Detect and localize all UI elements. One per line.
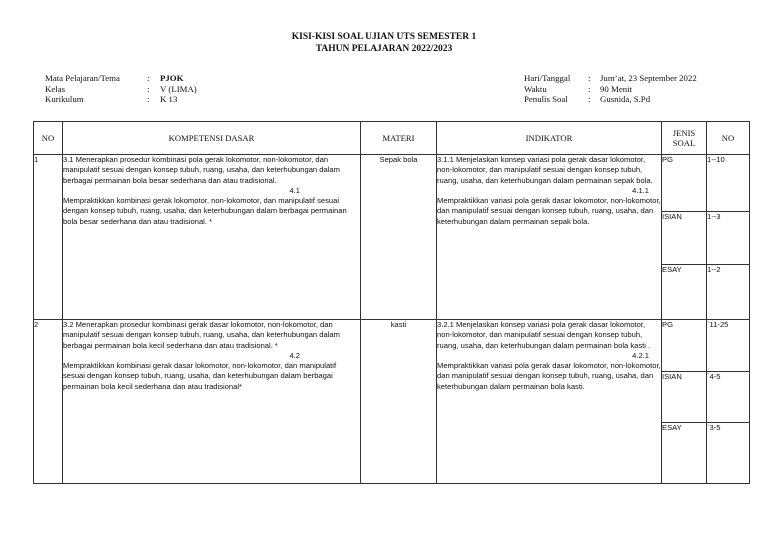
kd-4-text: Mempraktikkan kombinasi gerak lokomotor, non-lokomotor, dan manipulatif sesuai dengan konsep tubuh, ruang, usaha, dan keterhubungan dalam berbagai permainan bola besar sederhana dan atau tradisional. * [63, 196, 347, 226]
meta-left [45, 73, 197, 105]
header-indikator: INDIKATOR [437, 122, 662, 155]
kd-3-text: 3.2 Menerapkan prosedur kombinasi gerak dasar lokomotor, non-lokomotor, dan manipulatif sesuai dengan konsep tubuh, ruang, usaha, dan keterhubungan dalam berbagai permainan bola kecil sederhana dan atau tradisional. * [63, 320, 340, 350]
jenis-soal-cell: PG [662, 155, 707, 212]
meta-key: Hari/Tanggal [524, 73, 571, 83]
kd-3-text: 3.1 Menerapkan prosedur kombinasi pola gerak lokomotor, non-lokomotor, dan manipulatif sesuai dengan konsep tubuh, ruang, usaha, dan keterhubungan dalam berbagai permainan bola besar sederhana dan atau tradisional. [63, 155, 340, 185]
ind-4-number: 4.2.1 [632, 350, 649, 360]
kisi-kisi-table [33, 121, 750, 484]
meta-row-date [524, 73, 697, 84]
materi-cell: kasti [361, 320, 437, 484]
row-number: 2 [34, 320, 63, 484]
table-row [34, 155, 750, 212]
jenis-soal-cell: ESAY [662, 423, 707, 484]
meta-row-subject [45, 73, 197, 84]
meta-sep: : [147, 83, 150, 94]
meta-sep: : [588, 73, 591, 83]
no-soal-cell: 1--2 [707, 265, 750, 320]
meta-sep: : [588, 94, 591, 104]
header-jenis-soal [662, 122, 707, 155]
meta-row-class [45, 84, 197, 95]
header-kompetensi-dasar: KOMPETENSI DASAR [63, 122, 361, 155]
meta-sep: : [147, 73, 150, 83]
jenis-soal-cell: ISIAN [662, 212, 707, 265]
no-soal-cell: `4-5 [707, 372, 750, 423]
meta-row-author [524, 94, 697, 105]
meta-sep: : [147, 94, 150, 104]
materi-cell: Sepak bola [361, 155, 437, 320]
meta-row-curriculum [45, 94, 197, 105]
meta-key: Mata Pelajaran/Tema [45, 73, 120, 83]
kd-4-text: Mempraktikkan kombinasi gerak dasar lokomotor, non-lokomotor, dan manipulatif sesuai dengan konsep tubuh, ruang, usaha, dan keterhubungan dalam berbagai permainan bola kecil sederhana dan atau tradisional* [63, 361, 337, 391]
jenis-soal-cell: ESAY [662, 265, 707, 320]
table-row [34, 320, 750, 372]
kompetensi-dasar-cell [63, 320, 361, 484]
table-header-row [34, 122, 750, 155]
ind-4-text: Mempraktikkan variasi pola gerak dasar lokomotor, non-lokomotor, dan manipulatif sesuai dengan konsep tubuh, ruang, usaha, dan keterhubungan dalam permainan bola kasti. [437, 361, 661, 391]
meta-row-time [524, 84, 697, 95]
meta-right [524, 73, 697, 105]
meta-key: Penulis Soal [524, 94, 568, 104]
meta-value: PJOK [160, 73, 184, 83]
kd-4-number: 4.2 [289, 350, 300, 360]
meta-key: Waktu [524, 83, 547, 94]
document-title: KISI-KISI SOAL UJIAN UTS SEMESTER 1 [291, 32, 477, 42]
meta-key: Kurikulum [45, 94, 84, 104]
meta-value: K 13 [160, 94, 178, 104]
header-jenis-line1: JENIS [672, 128, 696, 138]
header-materi: MATERI [361, 122, 437, 155]
meta-value: V (LIMA) [160, 83, 197, 94]
ind-4-number: 4.1.1 [632, 185, 649, 195]
no-soal-cell: `3-5 [707, 423, 750, 484]
meta-value: Jum’at, 23 September 2022 [600, 73, 697, 83]
header-jenis-line2: SOAL [672, 138, 696, 148]
meta-value: 90 Menit [600, 83, 633, 94]
jenis-soal-cell: ISIAN [662, 372, 707, 423]
meta-sep: : [588, 83, 591, 94]
ind-4-text: Mempraktikkan variasi pola gerak dasar lokomotor, non-lokomotor, dan manipulatif sesuai dengan konsep tubuh, ruang, usaha, dan keterhubungan dalam permainan sepak bola. [437, 196, 661, 226]
header-no: NO [34, 122, 63, 155]
meta-key: Kelas [45, 83, 66, 94]
jenis-soal-cell: PG [662, 320, 707, 372]
no-soal-cell: 1--10 [707, 155, 750, 212]
indikator-cell [437, 320, 662, 484]
header-no-soal: NO [707, 122, 750, 155]
no-soal-cell: `11-25 [707, 320, 750, 372]
kompetensi-dasar-cell [63, 155, 361, 320]
ind-3-text: 3.2.1 Menjelaskan konsep variasi pola gerak dasar lokomotor, non-lokomotor, dan manipulatif sesuai dengan konsep tubuh, ruang, usaha, dan keterhubungan dalam permainan bola kasti . [437, 320, 651, 350]
no-soal-cell: 1--3 [707, 212, 750, 265]
meta-value: Gusnida, S.Pd [600, 94, 651, 104]
row-number: 1 [34, 155, 63, 320]
kd-4-number: 4.1 [289, 185, 300, 195]
document-subtitle: TAHUN PELAJARAN 2022/2023 [315, 44, 453, 54]
ind-3-text: 3.1.1 Menjelaskan konsep variasi pola gerak dasar lokomotor, non-lokomotor, dan manipulatif sesuai dengan konsep tubuh, ruang, usaha, dan keterhubungan dalam permainan sepak bola. [437, 155, 653, 185]
indikator-cell [437, 155, 662, 320]
